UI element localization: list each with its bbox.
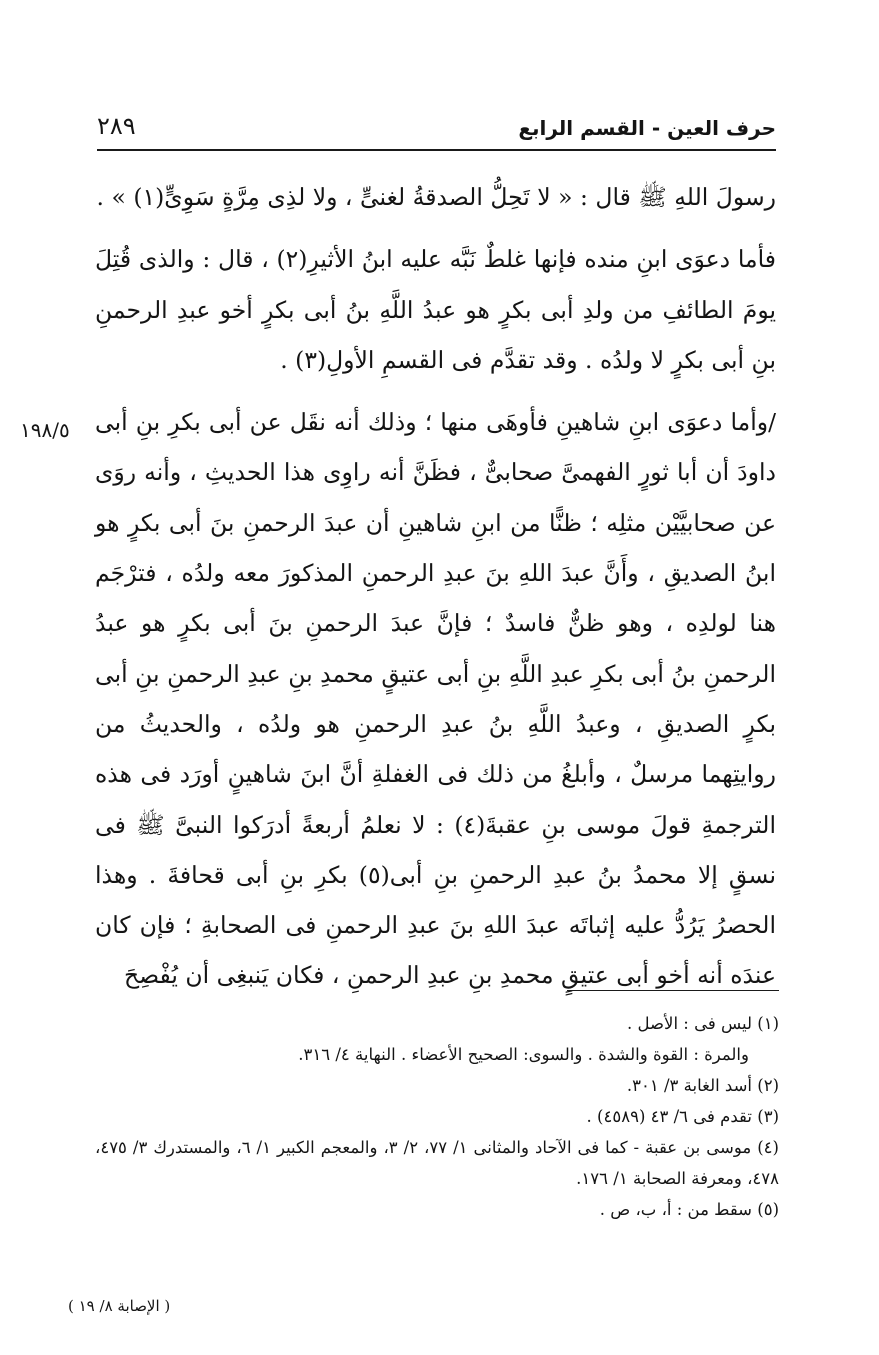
paragraph-3: /وأما دعوَى ابنِ شاهينِ فأوهَى منها ؛ وذلك أنه نقَل عن أبى بكرِ بنِ أبى داودَ أن أبا ثورٍ الفهمىَّ صحابىٌّ ، فظَنَّ أنه راوِى هذا الحديثِ ، وأنه روَى عن صحابيَّيْن مثلِه ؛ ظنًّا من ابنِ شاهينِ أن عبدَ الرحمنِ بنَ أبى بكرٍ هو ابنُ الصديقِ ، وأَنَّ عبدَ اللهِ بنَ عبدِ الرحمنِ المذكورَ معه ولدُه ، فترْجَم هنا لولدِه ، وهو ظنٌّ فاسدٌ ؛ فإنَّ عبدَ الرحمنِ بنَ أبى بكرٍ هو عبدُ الرحمنِ بنُ أبى بكرِ عبدِ اللَّهِ بنِ أبى عتيقٍ محمدِ بنِ عبدِ الرحمنِ بنِ أبى بكرٍ الصديقِ ، وعبدُ اللَّهِ بنُ عبدِ الرحمنِ هو ولدُه ، والحديثُ من روايتِهما مرسلٌ ، وأبلغُ من ذلك فى الغفلةِ أنَّ ابنَ شاهينٍ أورَد فى هذه الترجمةِ قولَ موسى بنِ عقبةَ(٤) : لا نعلمُ أربعةً أدرَكوا النبىَّ ﷺ فى نسقٍ إلا محمدُ بنُ عبدِ الرحمنِ بنِ أبى(٥) بكرِ بنِ أبى قحافةَ . وهذا الحصرُ يَرُدُّ عليه إثباتَه عبدَ اللهِ بنَ عبدِ الرحمنِ فى الصحابةِ ؛ فإن كان عندَه أنه أخو أبى عتيقٍ محمدِ بنِ عبدِ الرحمنِ ، فكان يَنبغِى أن يُفْصِحَ: [95, 408, 777, 990]
page-header: [97, 100, 776, 140]
header-rule: [97, 149, 776, 151]
footnote-rule: [567, 990, 779, 991]
paragraph-2: فأما دعوَى ابنِ منده فإنها غلطٌ نَبَّه عليه ابنُ الأثيرِ(٢) ، قال : والذى قُتِلَ يومَ الطائفِ من ولدِ أبى بكرٍ هو عبدُ اللَّهِ بنُ أبى بكرٍ أخو عبدِ الرحمنِ بنِ أبى بكرٍ لا ولدُه . وقد تقدَّم فى القسمِ الأولِ(٣) .: [95, 245, 776, 374]
page-number: ٢٨٩: [97, 112, 136, 140]
footnote-5: (٥) سقط من : أ، ب، ص .: [599, 1200, 779, 1219]
footnotes: [95, 1008, 779, 1225]
margin-note: ١٩٨/٥: [20, 418, 70, 442]
footnote-3: (٣) تقدم فى ٦/ ٤٣ (٤٥٨٩) .: [586, 1107, 779, 1126]
footnote-2: (٢) أسد الغابة ٣/ ٣٠١.: [626, 1076, 779, 1095]
footnote-1-continuation: والمرة : القوة والشدة . والسوى: الصحيح الأعضاء . النهاية ٤/ ٣١٦.: [298, 1045, 749, 1064]
running-title: حرف العين - القسم الرابع: [518, 116, 776, 140]
footnote-1: (١) ليس فى : الأصل .: [627, 1014, 779, 1033]
footnote-4: (٤) موسى بن عقبة - كما فى الآحاد والمثانى ١/ ٧٧، ٢/ ٣، والمعجم الكبير ١/ ٦، والمستدرك ٣/ ٤٧٥، ٤٧٨، ومعرفة الصحابة ١/ ١٧٦.: [95, 1138, 779, 1188]
bottom-signature: ( الإصابة ٨/ ١٩ ): [68, 1297, 171, 1315]
paragraph-1: رسولَ اللهِ ﷺ قال : « لا تَحِلُّ الصدقةُ لغنىٍّ ، ولا لذِى مِرَّةٍ سَوِىٍّ(١) » .: [96, 183, 776, 211]
body-text: [95, 172, 776, 1013]
